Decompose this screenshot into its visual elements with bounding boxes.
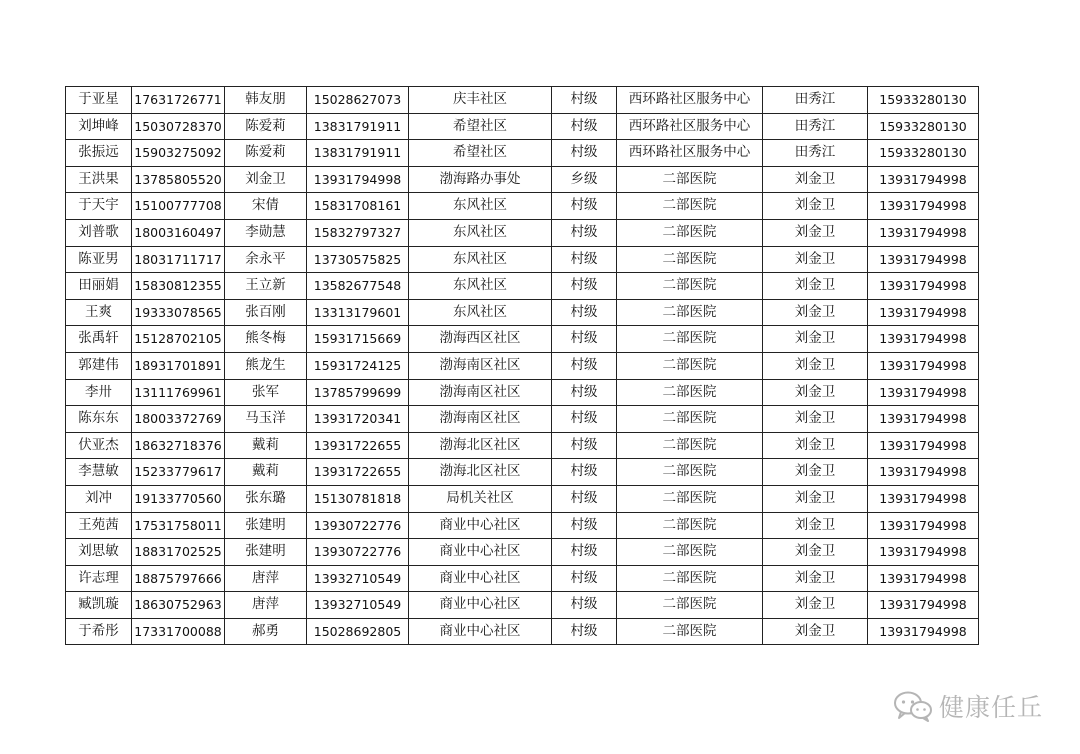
cell-contact-name: 唐萍 — [225, 592, 307, 619]
cell-level: 村级 — [552, 326, 617, 353]
cell-name: 张振远 — [66, 140, 132, 167]
cell-institution: 二部医院 — [617, 459, 763, 486]
table-row — [66, 299, 979, 326]
table-row — [66, 273, 979, 300]
cell-phone: 17331700088 — [132, 618, 225, 645]
cell-leader-name: 刘金卫 — [763, 592, 868, 619]
cell-community: 渤海西区社区 — [409, 326, 552, 353]
cell-contact-name: 戴莉 — [225, 432, 307, 459]
cell-contact-phone: 13931722655 — [307, 432, 409, 459]
cell-level: 村级 — [552, 273, 617, 300]
cell-contact-phone: 13932710549 — [307, 565, 409, 592]
cell-community: 商业中心社区 — [409, 512, 552, 539]
cell-contact-name: 熊冬梅 — [225, 326, 307, 353]
cell-community: 东风社区 — [409, 299, 552, 326]
cell-community: 渤海路办事处 — [409, 166, 552, 193]
cell-level: 村级 — [552, 565, 617, 592]
cell-leader-phone: 13931794998 — [868, 193, 979, 220]
cell-community: 商业中心社区 — [409, 565, 552, 592]
cell-name: 李慧敏 — [66, 459, 132, 486]
cell-contact-phone: 13930722776 — [307, 539, 409, 566]
cell-phone: 13111769961 — [132, 379, 225, 406]
cell-name: 伏亚杰 — [66, 432, 132, 459]
cell-name: 许志理 — [66, 565, 132, 592]
table-row — [66, 140, 979, 167]
cell-name: 王苑茜 — [66, 512, 132, 539]
cell-institution: 西环路社区服务中心 — [617, 87, 763, 114]
cell-contact-phone: 13785799699 — [307, 379, 409, 406]
cell-contact-name: 郝勇 — [225, 618, 307, 645]
table-row — [66, 565, 979, 592]
cell-institution: 二部医院 — [617, 352, 763, 379]
cell-level: 村级 — [552, 193, 617, 220]
cell-leader-name: 刘金卫 — [763, 219, 868, 246]
cell-level: 村级 — [552, 87, 617, 114]
table-row — [66, 618, 979, 645]
cell-contact-phone: 15931724125 — [307, 352, 409, 379]
cell-phone: 17531758011 — [132, 512, 225, 539]
cell-institution: 二部医院 — [617, 246, 763, 273]
cell-leader-phone: 13931794998 — [868, 352, 979, 379]
cell-phone: 18031711717 — [132, 246, 225, 273]
cell-leader-phone: 13931794998 — [868, 299, 979, 326]
table-row — [66, 246, 979, 273]
table-row — [66, 113, 979, 140]
cell-institution: 二部医院 — [617, 539, 763, 566]
cell-institution: 二部医院 — [617, 406, 763, 433]
table-row — [66, 379, 979, 406]
cell-institution: 二部医院 — [617, 193, 763, 220]
cell-institution: 二部医院 — [617, 166, 763, 193]
cell-phone: 15128702105 — [132, 326, 225, 353]
cell-contact-phone: 13930722776 — [307, 512, 409, 539]
cell-level: 村级 — [552, 459, 617, 486]
cell-level: 村级 — [552, 140, 617, 167]
cell-contact-phone: 13831791911 — [307, 113, 409, 140]
cell-phone: 18831702525 — [132, 539, 225, 566]
cell-contact-name: 张建明 — [225, 512, 307, 539]
cell-name: 臧凯璇 — [66, 592, 132, 619]
cell-contact-name: 陈爱莉 — [225, 113, 307, 140]
cell-leader-name: 刘金卫 — [763, 432, 868, 459]
cell-institution: 二部医院 — [617, 565, 763, 592]
cell-community: 商业中心社区 — [409, 618, 552, 645]
cell-phone: 15030728370 — [132, 113, 225, 140]
table-row — [66, 166, 979, 193]
cell-contact-name: 戴莉 — [225, 459, 307, 486]
cell-name: 郭建伟 — [66, 352, 132, 379]
cell-leader-name: 刘金卫 — [763, 299, 868, 326]
cell-contact-name: 王立新 — [225, 273, 307, 300]
cell-contact-name: 熊龙生 — [225, 352, 307, 379]
cell-phone: 15830812355 — [132, 273, 225, 300]
watermark-text: 健康任丘 — [939, 693, 1044, 722]
cell-level: 村级 — [552, 379, 617, 406]
cell-institution: 二部医院 — [617, 326, 763, 353]
table-row — [66, 592, 979, 619]
table-row — [66, 459, 979, 486]
cell-leader-phone: 13931794998 — [868, 432, 979, 459]
cell-contact-name: 马玉洋 — [225, 406, 307, 433]
wechat-icon — [893, 690, 933, 722]
cell-leader-phone: 13931794998 — [868, 485, 979, 512]
cell-leader-name: 田秀江 — [763, 140, 868, 167]
cell-contact-name: 张百刚 — [225, 299, 307, 326]
cell-leader-name: 刘金卫 — [763, 379, 868, 406]
cell-contact-phone: 13313179601 — [307, 299, 409, 326]
cell-contact-phone: 13582677548 — [307, 273, 409, 300]
cell-name: 陈亚男 — [66, 246, 132, 273]
cell-community: 东风社区 — [409, 273, 552, 300]
cell-leader-name: 刘金卫 — [763, 618, 868, 645]
cell-leader-name: 刘金卫 — [763, 326, 868, 353]
cell-level: 村级 — [552, 113, 617, 140]
cell-leader-name: 田秀江 — [763, 113, 868, 140]
watermark — [893, 688, 1043, 724]
cell-leader-phone: 13931794998 — [868, 273, 979, 300]
cell-contact-phone: 15028692805 — [307, 618, 409, 645]
cell-leader-name: 刘金卫 — [763, 352, 868, 379]
cell-leader-phone: 15933280130 — [868, 113, 979, 140]
cell-community: 东风社区 — [409, 193, 552, 220]
cell-contact-name: 刘金卫 — [225, 166, 307, 193]
cell-institution: 二部医院 — [617, 432, 763, 459]
table-row — [66, 406, 979, 433]
cell-community: 渤海北区社区 — [409, 432, 552, 459]
cell-level: 村级 — [552, 246, 617, 273]
cell-phone: 17631726771 — [132, 87, 225, 114]
cell-contact-phone: 13931794998 — [307, 166, 409, 193]
cell-leader-name: 刘金卫 — [763, 565, 868, 592]
cell-contact-name: 张东璐 — [225, 485, 307, 512]
cell-community: 商业中心社区 — [409, 539, 552, 566]
cell-phone: 15903275092 — [132, 140, 225, 167]
cell-leader-phone: 13931794998 — [868, 512, 979, 539]
cell-leader-phone: 13931794998 — [868, 406, 979, 433]
cell-community: 商业中心社区 — [409, 592, 552, 619]
cell-institution: 二部医院 — [617, 379, 763, 406]
cell-name: 于希彤 — [66, 618, 132, 645]
table-row — [66, 432, 979, 459]
cell-institution: 二部医院 — [617, 219, 763, 246]
cell-institution: 二部医院 — [617, 618, 763, 645]
cell-name: 刘冲 — [66, 485, 132, 512]
cell-community: 局机关社区 — [409, 485, 552, 512]
cell-level: 村级 — [552, 406, 617, 433]
cell-contact-phone: 15832797327 — [307, 219, 409, 246]
table-row — [66, 87, 979, 114]
cell-contact-phone: 15831708161 — [307, 193, 409, 220]
cell-phone: 18875797666 — [132, 565, 225, 592]
cell-contact-phone: 13931722655 — [307, 459, 409, 486]
cell-leader-name: 田秀江 — [763, 87, 868, 114]
table-row — [66, 512, 979, 539]
cell-community: 渤海南区社区 — [409, 379, 552, 406]
cell-level: 村级 — [552, 512, 617, 539]
cell-contact-phone: 13931720341 — [307, 406, 409, 433]
table-row — [66, 539, 979, 566]
cell-phone: 18003372769 — [132, 406, 225, 433]
cell-contact-name: 张建明 — [225, 539, 307, 566]
cell-leader-phone: 13931794998 — [868, 326, 979, 353]
cell-name: 刘普歌 — [66, 219, 132, 246]
cell-community: 东风社区 — [409, 246, 552, 273]
cell-phone: 13785805520 — [132, 166, 225, 193]
cell-leader-name: 刘金卫 — [763, 512, 868, 539]
cell-name: 于亚星 — [66, 87, 132, 114]
cell-contact-phone: 15931715669 — [307, 326, 409, 353]
cell-community: 渤海北区社区 — [409, 459, 552, 486]
cell-institution: 二部医院 — [617, 299, 763, 326]
cell-institution: 二部医院 — [617, 592, 763, 619]
table-row — [66, 326, 979, 353]
cell-level: 村级 — [552, 485, 617, 512]
cell-institution: 二部医院 — [617, 273, 763, 300]
table-row — [66, 352, 979, 379]
cell-leader-phone: 15933280130 — [868, 140, 979, 167]
cell-contact-name: 韩友朋 — [225, 87, 307, 114]
cell-contact-phone: 13932710549 — [307, 592, 409, 619]
cell-leader-name: 刘金卫 — [763, 406, 868, 433]
cell-phone: 18630752963 — [132, 592, 225, 619]
cell-contact-phone: 15028627073 — [307, 87, 409, 114]
cell-name: 陈东东 — [66, 406, 132, 433]
cell-phone: 19133770560 — [132, 485, 225, 512]
cell-contact-name: 李勋慧 — [225, 219, 307, 246]
cell-level: 村级 — [552, 432, 617, 459]
cell-community: 希望社区 — [409, 113, 552, 140]
cell-community: 渤海南区社区 — [409, 352, 552, 379]
cell-leader-name: 刘金卫 — [763, 166, 868, 193]
cell-institution: 二部医院 — [617, 485, 763, 512]
cell-leader-phone: 13931794998 — [868, 246, 979, 273]
cell-leader-phone: 13931794998 — [868, 459, 979, 486]
cell-name: 刘思敏 — [66, 539, 132, 566]
cell-leader-phone: 13931794998 — [868, 219, 979, 246]
cell-phone: 18931701891 — [132, 352, 225, 379]
cell-institution: 二部医院 — [617, 512, 763, 539]
cell-level: 乡级 — [552, 166, 617, 193]
cell-community: 渤海南区社区 — [409, 406, 552, 433]
contact-table — [65, 86, 979, 645]
table-row — [66, 485, 979, 512]
cell-contact-phone: 13730575825 — [307, 246, 409, 273]
table-row — [66, 219, 979, 246]
cell-name: 刘坤峰 — [66, 113, 132, 140]
cell-leader-phone: 13931794998 — [868, 618, 979, 645]
cell-leader-name: 刘金卫 — [763, 539, 868, 566]
cell-contact-name: 宋倩 — [225, 193, 307, 220]
cell-leader-phone: 13931794998 — [868, 166, 979, 193]
cell-name: 于天宇 — [66, 193, 132, 220]
cell-phone: 19333078565 — [132, 299, 225, 326]
cell-institution: 西环路社区服务中心 — [617, 113, 763, 140]
cell-name: 王爽 — [66, 299, 132, 326]
cell-community: 庆丰社区 — [409, 87, 552, 114]
cell-phone: 18632718376 — [132, 432, 225, 459]
cell-phone: 15100777708 — [132, 193, 225, 220]
cell-name: 田丽娟 — [66, 273, 132, 300]
cell-leader-name: 刘金卫 — [763, 273, 868, 300]
cell-contact-name: 张军 — [225, 379, 307, 406]
cell-level: 村级 — [552, 592, 617, 619]
cell-contact-phone: 13831791911 — [307, 140, 409, 167]
cell-leader-phone: 13931794998 — [868, 565, 979, 592]
cell-leader-name: 刘金卫 — [763, 246, 868, 273]
cell-leader-phone: 15933280130 — [868, 87, 979, 114]
cell-phone: 18003160497 — [132, 219, 225, 246]
cell-level: 村级 — [552, 299, 617, 326]
cell-contact-name: 唐萍 — [225, 565, 307, 592]
cell-contact-name: 余永平 — [225, 246, 307, 273]
cell-name: 张禹轩 — [66, 326, 132, 353]
table-body — [66, 87, 979, 645]
cell-level: 村级 — [552, 219, 617, 246]
cell-contact-name: 陈爱莉 — [225, 140, 307, 167]
cell-level: 村级 — [552, 618, 617, 645]
cell-phone: 15233779617 — [132, 459, 225, 486]
cell-leader-name: 刘金卫 — [763, 193, 868, 220]
cell-level: 村级 — [552, 352, 617, 379]
cell-leader-phone: 13931794998 — [868, 592, 979, 619]
table-row — [66, 193, 979, 220]
cell-name: 李卅 — [66, 379, 132, 406]
cell-level: 村级 — [552, 539, 617, 566]
cell-contact-phone: 15130781818 — [307, 485, 409, 512]
cell-leader-phone: 13931794998 — [868, 379, 979, 406]
cell-leader-name: 刘金卫 — [763, 459, 868, 486]
cell-institution: 西环路社区服务中心 — [617, 140, 763, 167]
cell-leader-phone: 13931794998 — [868, 539, 979, 566]
cell-leader-name: 刘金卫 — [763, 485, 868, 512]
cell-name: 王洪果 — [66, 166, 132, 193]
cell-community: 东风社区 — [409, 219, 552, 246]
cell-community: 希望社区 — [409, 140, 552, 167]
